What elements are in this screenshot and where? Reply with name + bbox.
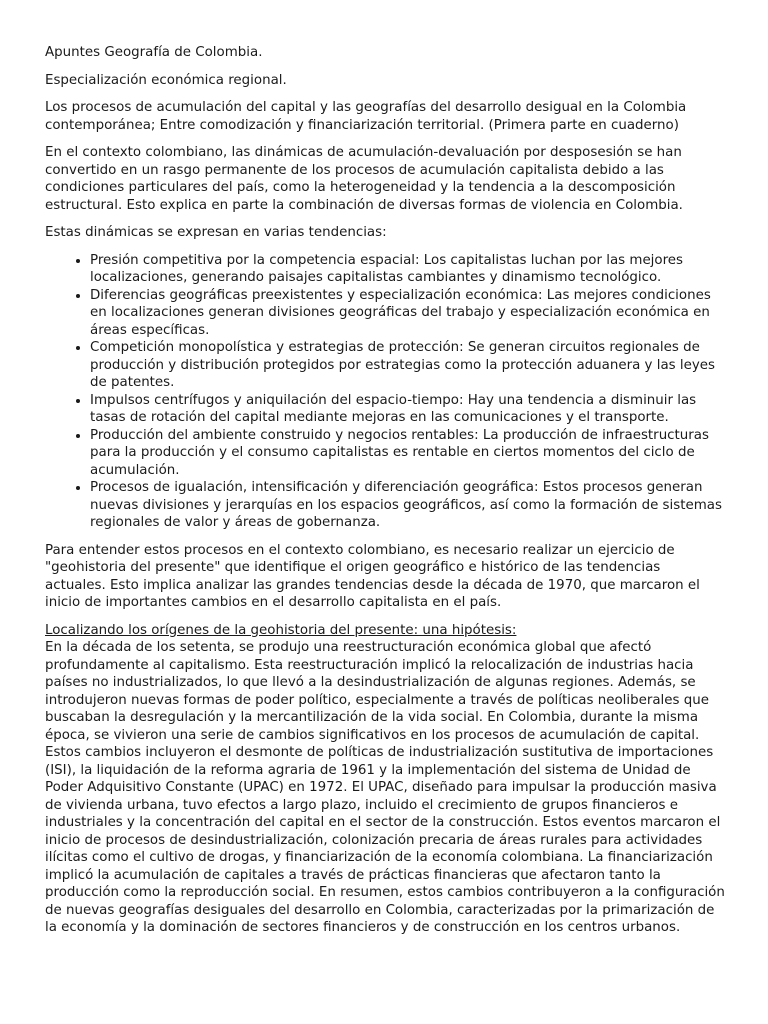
- geohistory-paragraph: Para entender estos procesos en el contexto colombiano, es necesario realizar un ejercicio de "geohistoria del presente" que identifique el origen geográfico e histórico de las tendencias actuales. Esto implica analizar las grandes tendencias desde la década de 1970, que marcaron el inicio de importantes cambios en el desarrollo capitalista en el país.: [45, 542, 700, 610]
- list-item: • Producción del ambiente construido y negocios rentables: La producción de infraestructuras para la producción y el consumo capitalistas es rentable en ciertos momentos del ciclo de acumulación.: [90, 427, 725, 480]
- document-subtitle: Especialización económica regional.: [45, 72, 287, 88]
- intro-paragraph: Los procesos de acumulación del capital y las geografías del desarrollo desigual en la Colombia contemporánea; Entre comodización y financiarización territorial. (Primera parte en cuaderno): [45, 100, 687, 133]
- hypothesis-section: [45, 622, 725, 937]
- document-title: Apuntes Geografía de Colombia.: [45, 45, 263, 60]
- tendencies-list: [45, 252, 725, 532]
- tendencies-intro: Estas dinámicas se expresan en varias tendencias:: [45, 225, 387, 240]
- document-page: [45, 44, 725, 947]
- section-body: En la década de los setenta, se produjo una reestructuración económica global que afectó profundamente al capitalismo. Esta reestructuración implicó la relocalización de industrias hacia países no industrializados, lo que llevó a la desindustrialización de algunas regiones. Además, se introdujeron nuevas formas de poder político, especialmente a través de políticas neoliberales que buscaban la desregulación y la mercantilización de la vida social. En Colombia, durante la misma época, se vivieron una serie de cambios significativos en los procesos de acumulación de capital. Estos cambios incluyeron el desmonte de políticas de industrialización sustitutiva de importaciones (ISI), la liquidación de la reforma agraria de 1961 y la implementación del sistema de Unidad de Poder Adquisitivo Constante (UPAC) en 1972. El UPAC, diseñado para impulsar la producción masiva de vivienda urbana, tuvo efectos a largo plazo, incluido el crecimiento de grupos financieros e industriales y la concentración del capital en el sector de la construcción. Estos eventos marcaron el inicio de procesos de desindustrialización, colonización precaria de áreas rurales para actividades ilícitas como el cultivo de drogas, y financiarización de la economía colombiana. La financiarización implicó la acumulación de capitales a través de prácticas financieras que afectaron tanto la producción como la reproducción social. En resumen, estos cambios contribuyeron a la configuración de nuevas geografías desiguales del desarrollo en Colombia, caracterizadas por la primarización de la economía y la dominación de sectores financieros y de construcción en los centros urbanos.: [45, 640, 725, 935]
- list-item: • Diferencias geográficas preexistentes y especialización económica: Las mejores condiciones en localizaciones generan divisiones geográficas del trabajo y especialización económica en áreas específicas.: [90, 287, 725, 340]
- section-heading: Localizando los orígenes de la geohistoria del presente: una hipótesis:: [45, 622, 517, 638]
- list-item: • Impulsos centrífugos y aniquilación del espacio-tiempo: Hay una tendencia a disminuir las tasas de rotación del capital mediante mejoras en las comunicaciones y el transporte.: [90, 392, 725, 427]
- list-item: • Procesos de igualación, intensificación y diferenciación geográfica: Estos procesos generan nuevas divisiones y jerarquías en los espacios geográficos, así como la formación de sistemas regionales de valor y áreas de gobernanza.: [90, 479, 725, 532]
- list-item: • Presión competitiva por la competencia espacial: Los capitalistas luchan por las mejores localizaciones, generando paisajes capitalistas cambiantes y dinamismo tecnológico.: [90, 252, 725, 287]
- list-item: • Competición monopolística y estrategias de protección: Se generan circuitos regionales de producción y distribución protegidos por estrategias como la protección aduanera y las leyes de patentes.: [90, 339, 725, 392]
- context-paragraph: En el contexto colombiano, las dinámicas de acumulación-devaluación por desposesión se han convertido en un rasgo permanente de los procesos de acumulación capitalista debido a las condiciones particulares del país, como la heterogeneidad y la tendencia a la descomposición estructural. Esto explica en parte la combinación de diversas formas de violencia en Colombia.: [45, 145, 683, 213]
